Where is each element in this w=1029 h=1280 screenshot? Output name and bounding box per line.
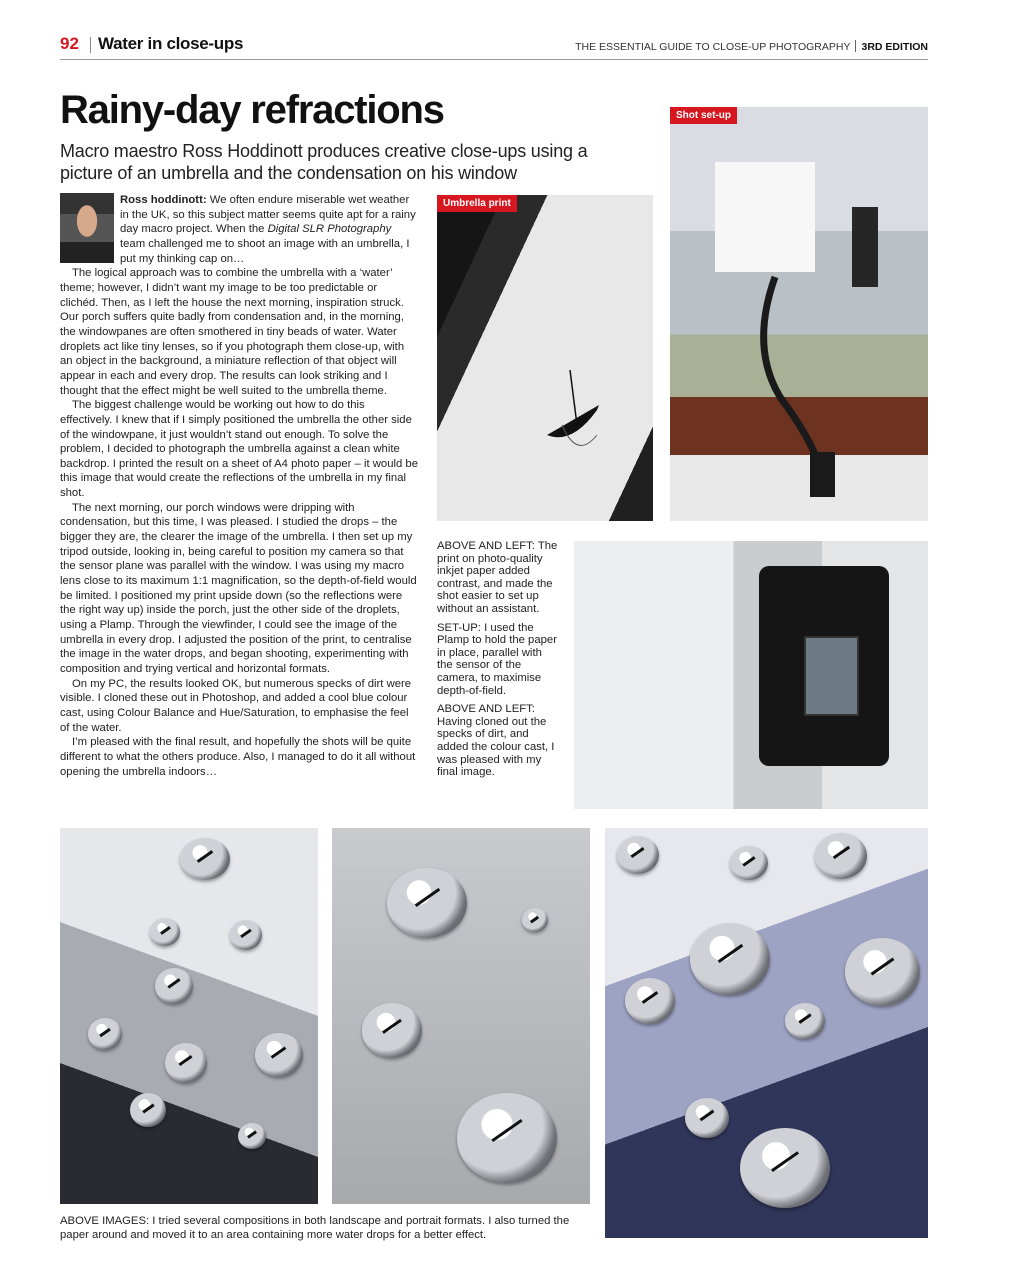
water-drop bbox=[150, 918, 180, 946]
page-number: 92 bbox=[60, 34, 79, 53]
water-drops-photo-1 bbox=[60, 828, 318, 1204]
water-drop bbox=[130, 1093, 166, 1127]
magazine-name: Digital SLR Photography bbox=[267, 223, 392, 236]
water-drop bbox=[730, 846, 768, 880]
umbrella-print-tag: Umbrella print bbox=[437, 195, 517, 212]
header-divider bbox=[90, 37, 91, 53]
paragraph-2: The logical approach was to combine the umbrella with a ‘water’ theme; however, I didn’t want my image to be too predictable or clichéd. Then, as I left the house the next morning, inspiration struck. Our porch suffers quite badly from condensation and, in the morning, the windowpanes are often smothered in tiny beads of water. Water droplets act like tiny lenses, so if you photograph them close-up, with an object in the background, a miniature reflection of that object will appear in each and every drop. The results can look striking and I thought that the effect might be well suited to the umbrella theme. bbox=[60, 267, 405, 397]
paragraph-5: On my PC, the results looked OK, but numerous specks of dirt were visible. I cloned these out in Photoshop, and added a cool blue colour cast, using Colour Balance and Hue/Saturation, to emphasise the feel of the water. bbox=[60, 677, 412, 734]
water-drop bbox=[740, 1128, 830, 1208]
water-drop bbox=[457, 1093, 557, 1183]
water-drop bbox=[362, 1003, 422, 1058]
water-drop bbox=[785, 1003, 825, 1039]
page-header bbox=[60, 34, 928, 60]
water-drop bbox=[180, 838, 230, 880]
bottom-caption: ABOVE IMAGES: I tried several compositions in both landscape and portrait formats. I also turned the paper around and moved it to an area containing more water drops for a better effect. bbox=[60, 1215, 570, 1241]
paragraph-1-text-b: team challenged me to shoot an image with an umbrella, I put my thinking cap on… bbox=[120, 237, 410, 265]
water-drop bbox=[238, 1123, 266, 1149]
article-standfirst: Macro maestro Ross Hoddinott produces creative close-ups using a picture of an umbrella and the condensation on his window bbox=[60, 141, 588, 183]
paragraph-4: The next morning, our porch windows were dripping with condensation, but this time, I was pleased. I studied the drops – the bigger they are, the clearer the image of the umbrella. I then set up my tripod outside, looking in, being careful to position my camera so that the sensor plane was parallel with the window. I was using my macro lens close to its maximum 1:1 magnification, so the depth-of-field would be limited. I positioned my print upside down (so the reflections were the right way up) inside the porch, just the other side of the droplets, using a Plamp. Through the viewfinder, I could see the image of the umbrella in every drop. I adjusted the position of the print, to centralise the image in the water drops, and began shooting, experimenting with composition and trying vertical and horizontal formats. bbox=[60, 501, 417, 675]
water-drop bbox=[165, 1043, 207, 1083]
article-headline: Rainy-day refractions bbox=[60, 88, 444, 132]
caption-setup: SET-UP: I used the Plamp to hold the paper in place, parallel with the sensor of the camera, to maximise depth-of-field. bbox=[437, 621, 557, 697]
water-drop bbox=[625, 978, 675, 1024]
water-drops-photo-3 bbox=[605, 828, 928, 1238]
paragraph-3: The biggest challenge would be working out how to do this effectively. I knew that if I simply positioned the umbrella the other side of the windowpane, it just wouldn’t stand out enough. To solve the problem, I decided to photograph the umbrella against a clean white backdrop. I printed the result on a sheet of A4 photo paper – it would be this image that would create the reflections of the umbrella in my final shot. bbox=[60, 399, 418, 500]
water-drop bbox=[690, 923, 770, 995]
edition-label: 3RD EDITION bbox=[861, 41, 928, 53]
publication-title bbox=[575, 40, 928, 53]
water-drop bbox=[522, 908, 548, 932]
umbrella-print-photo bbox=[437, 195, 653, 521]
side-captions bbox=[437, 540, 559, 785]
water-drop bbox=[387, 868, 467, 938]
water-drop bbox=[685, 1098, 729, 1138]
paragraph-1 bbox=[60, 193, 418, 266]
camera-photo bbox=[574, 541, 928, 809]
publication-name: THE ESSENTIAL GUIDE TO CLOSE-UP PHOTOGRAPHY bbox=[575, 41, 851, 53]
plamp-arm-icon bbox=[670, 107, 928, 521]
section-title: Water in close-ups bbox=[98, 34, 244, 53]
caption-print: ABOVE AND LEFT: The print on photo-quality inkjet paper added contrast, and made the shot easier to set up without an assistant. bbox=[437, 540, 558, 615]
camera-screen bbox=[804, 636, 859, 716]
article-body bbox=[60, 193, 418, 779]
umbrella-icon bbox=[437, 195, 653, 521]
water-drop bbox=[88, 1018, 122, 1050]
header-divider-right bbox=[855, 40, 856, 52]
caption-final: ABOVE AND LEFT: Having cloned out the specks of dirt, and added the colour cast, I was pleased with my final image. bbox=[437, 703, 555, 779]
byline: Ross hoddinott: bbox=[120, 194, 207, 206]
water-drop bbox=[255, 1033, 303, 1077]
shot-setup-photo bbox=[670, 107, 928, 521]
water-drop bbox=[815, 833, 867, 879]
water-drop bbox=[155, 968, 193, 1004]
water-drop bbox=[617, 836, 659, 874]
paragraph-1-text-a: We often endure miserable wet weather in the UK, so this subject matter seems quite apt for a rainy day macro project. When the bbox=[120, 194, 416, 236]
water-drop bbox=[845, 938, 920, 1006]
water-drops-photo-2 bbox=[332, 828, 590, 1204]
paragraph-6: I’m pleased with the final result, and hopefully the shots will be quite different to what the others produce. Also, I managed to do it all without opening the umbrella indoors… bbox=[60, 736, 416, 778]
water-drop bbox=[230, 920, 262, 950]
shot-setup-tag: Shot set-up bbox=[670, 107, 737, 124]
